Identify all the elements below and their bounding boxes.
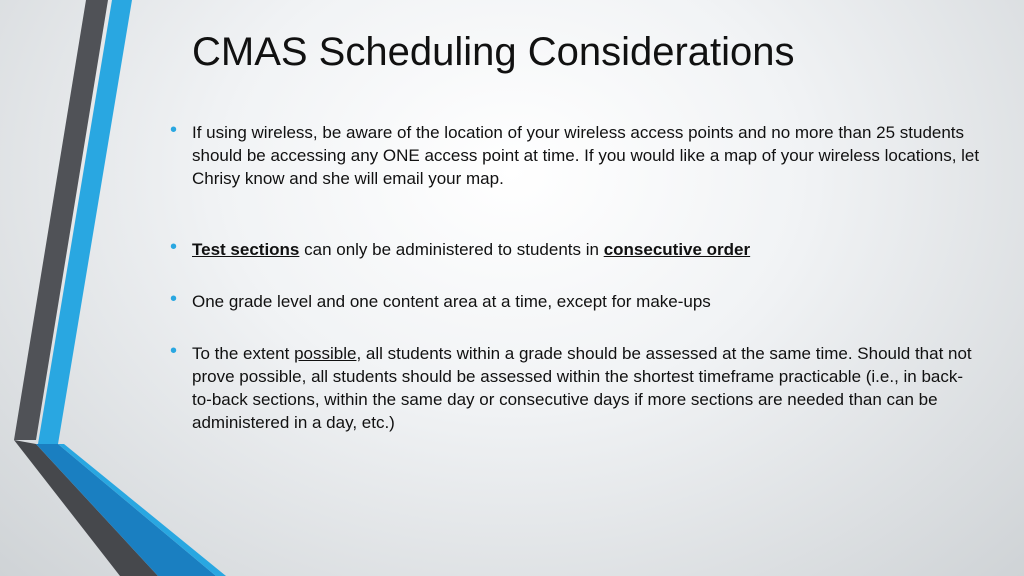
bullet-dot-icon: •: [170, 340, 178, 362]
bullet-text: can only be administered to students in: [299, 240, 604, 259]
bullet-dot-icon: •: [170, 236, 178, 258]
bullet-item-extent-possible: [170, 340, 982, 434]
slide-title: CMAS Scheduling Considerations: [192, 30, 795, 74]
bullet-text: One grade level and one content area at a time, except for make-ups: [192, 292, 711, 311]
underlined-possible: possible: [294, 344, 357, 363]
bullet-item-grade-level: [170, 288, 982, 313]
emphasis-test-sections: Test sections: [192, 240, 300, 259]
bullet-text-after: , all students within a grade should be assessed at the same time. Should that not prove possible, all students should be assessed within the shortest timeframe practicable (i.e., in back-to-back sections, within the same day or consecutive days if more sections are needed than can be administered in a day, etc.): [192, 344, 972, 432]
bullet-text-before: To the extent: [192, 344, 295, 363]
bullet-item-test-sections: [170, 236, 982, 261]
bullet-list: [170, 119, 982, 434]
emphasis-consecutive-order: consecutive order: [603, 240, 751, 259]
bullet-dot-icon: •: [170, 119, 178, 141]
bullet-text: If using wireless, be aware of the location of your wireless access points and no more than 25 students should be accessing any ONE access point at time. If you would like a map of your wireless locations, let Chrisy know and she will email your map.: [192, 123, 980, 188]
bullet-dot-icon: •: [170, 288, 178, 310]
bullet-item-wireless: [170, 119, 982, 190]
